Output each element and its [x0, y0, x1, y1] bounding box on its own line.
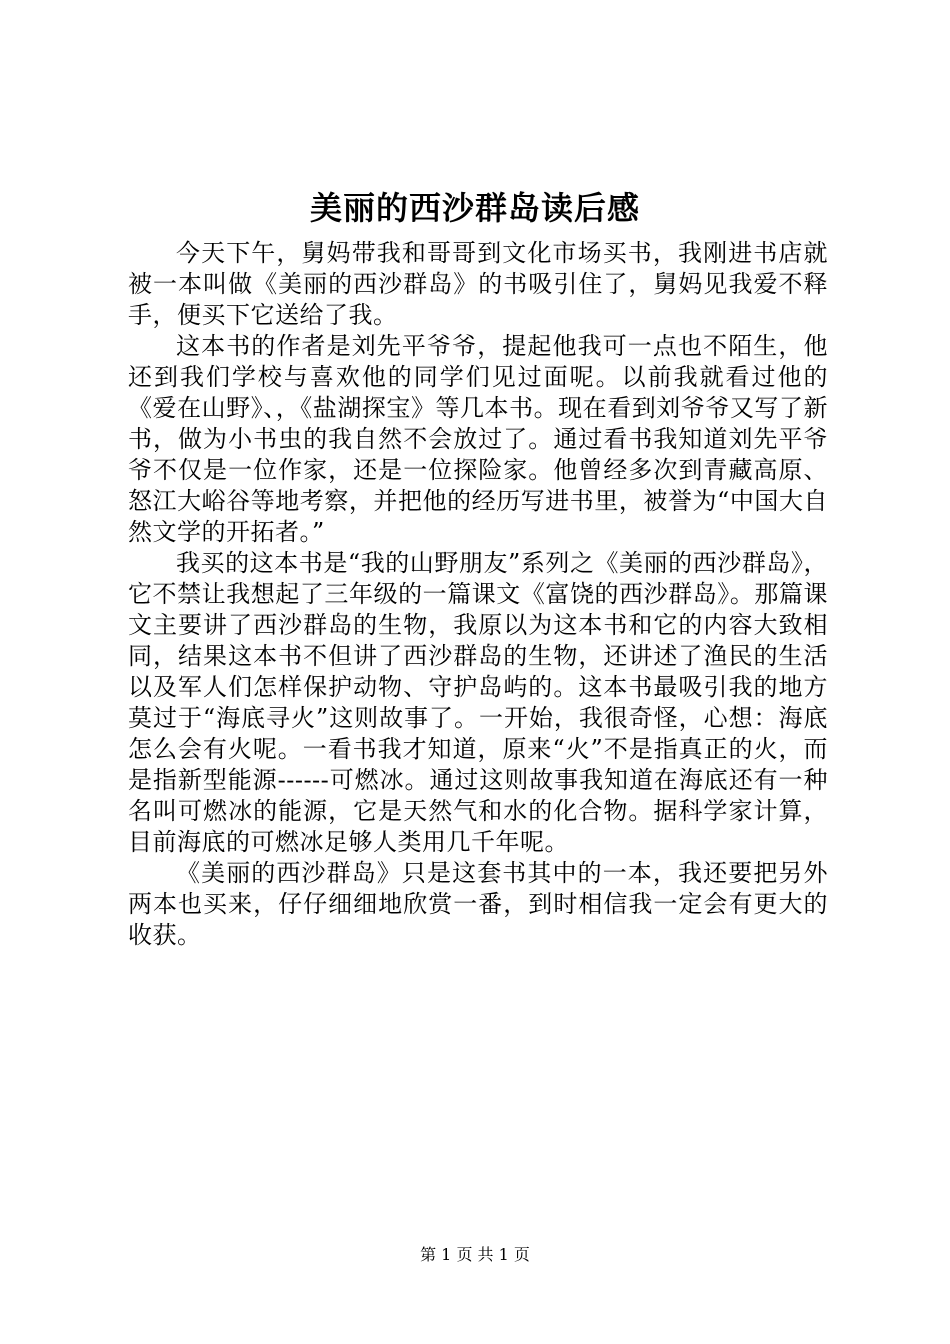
paragraph-4: 《美丽的西沙群岛》只是这套书其中的一本，我还要把另外两本也买来，仔仔细细地欣赏一番，到时相信我一定会有更大的收获。 [128, 859, 828, 949]
paragraph-1: 今天下午，舅妈带我和哥哥到文化市场买书，我刚进书店就被一本叫做《美丽的西沙群岛》的书吸引住了，舅妈见我爱不释手，便买下它送给了我。 [128, 239, 828, 329]
document-body [128, 238, 828, 951]
paragraph-2: 这本书的作者是刘先平爷爷，提起他我可一点也不陌生，他还到我们学校与喜欢他的同学们见过面呢。以前我就看过他的《爱在山野》、，《盐湖探宝》等几本书。现在看到刘爷爷又写了新书，做为小书虫的我自然不会放过了。通过看书我知道刘先平爷爷不仅是一位作家，还是一位探险家。他曾经多次到青藏高原、怒江大峪谷等地考察，并把他的经历写进书里，被誉为“中国大自然文学的开拓者。” [128, 332, 828, 546]
paragraph-3: 我买的这本书是“我的山野朋友”系列之《美丽的西沙群岛》，它不禁让我想起了三年级的一篇课文《富饶的西沙群岛》。那篇课文主要讲了西沙群岛的生物，我原以为这本书和它的内容大致相同，结果这本书不但讲了西沙群岛的生物，还讲述了渔民的生活以及军人们怎样保护动物、守护岛屿的。这本书最吸引我的地方莫过于“海底寻火”这则故事了。一开始，我很奇怪，心想：海底怎么会有火呢。一看书我才知道，原来“火”不是指真正的火，而是指新型能源------可燃冰。通过这则故事我知道在海底还有一种名叫可燃冰的能源，它是天然气和水的化合物。据科学家计算，目前海底的可燃冰足够人类用几千年呢。 [128, 549, 828, 856]
document-title: 美丽的西沙群岛读后感 [309, 189, 640, 227]
page-footer: 第 1 页 共 1 页 [420, 1245, 530, 1264]
